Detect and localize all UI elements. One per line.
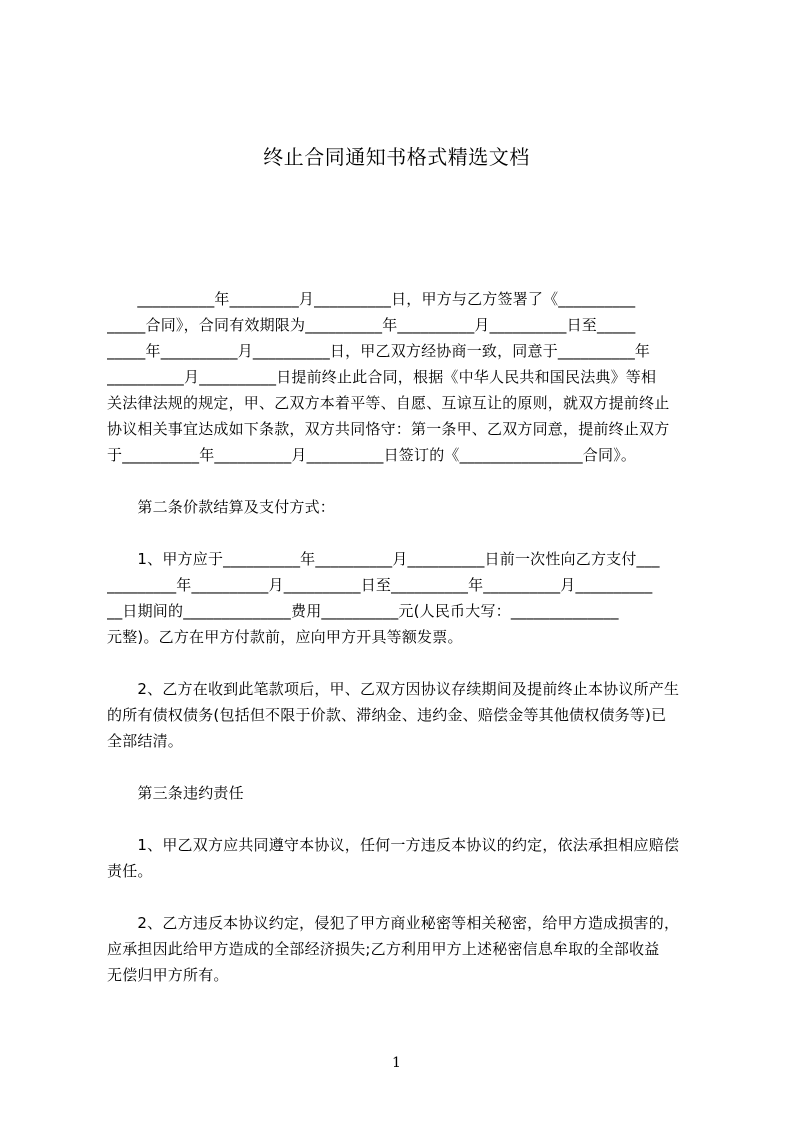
body-line: 关法律法规的规定，甲、乙双方本着平等、自愿、互谅互让的原则，就双方提前终止 — [107, 394, 670, 412]
body-line: __________月__________日提前终止此合同，根据《中华人民共和国民法典》等相 — [107, 368, 657, 386]
body-line: __________年_________月__________日，甲方与乙方签署了《__________ — [107, 290, 636, 308]
paragraph-gap — [107, 520, 703, 546]
paragraph-gap — [107, 468, 703, 494]
paragraph-gap — [107, 806, 703, 832]
document-body — [107, 286, 703, 988]
body-line: 2、乙方在收到此笔款项后，甲、乙双方因协议存续期间及提前终止本协议所产生 — [107, 680, 680, 698]
body-line: 于__________年__________月__________日签订的《________________合同》。 — [107, 446, 637, 464]
page-number: 1 — [392, 1055, 401, 1071]
paragraph-gap — [107, 754, 703, 780]
paragraph-gap — [107, 884, 703, 910]
paragraph-gap — [107, 650, 703, 676]
body-line: _____合同》，合同有效期限为__________年__________月__________日至_____ — [107, 316, 636, 334]
body-line: 元整)。乙方在甲方付款前，应向甲方开具等额发票。 — [107, 628, 463, 646]
body-line: 全部结清。 — [107, 732, 184, 750]
body-line: 第二条价款结算及支付方式： — [107, 498, 336, 516]
body-line: 应承担因此给甲方造成的全部经济损失;乙方利用甲方上述秘密信息牟取的全部收益 — [107, 940, 660, 958]
body-line: 的所有债权债务(包括但不限于价款、滞纳金、违约金、赔偿金等其他债权债务等)已 — [107, 706, 667, 724]
body-line: 1、甲乙双方应共同遵守本协议，任何一方违反本协议的约定，依法承担相应赔偿 — [107, 836, 680, 854]
body-line: _____年__________月__________日，甲乙双方经协商一致，同意于__________年 — [107, 342, 651, 360]
body-line: 无偿归甲方所有。 — [107, 966, 229, 984]
body-line: 协议相关事宜达成如下条款，双方共同恪守：第一条甲、乙双方同意，提前终止双方 — [107, 420, 670, 438]
body-line: 1、甲方应于__________年__________月__________日前一次性向乙方支付___ — [107, 550, 660, 568]
body-line: 责任。 — [107, 862, 153, 880]
body-line: __日期间的______________费用__________元(人民币大写：______________ — [107, 602, 619, 620]
document-title: 终止合同通知书格式精选文档 — [263, 145, 530, 169]
body-line: _________年__________月__________日至__________年__________月__________ — [107, 576, 653, 594]
body-line: 第三条违约责任 — [107, 784, 244, 802]
body-line: 2、乙方违反本协议约定，侵犯了甲方商业秘密等相关秘密，给甲方造成损害的， — [107, 914, 680, 932]
